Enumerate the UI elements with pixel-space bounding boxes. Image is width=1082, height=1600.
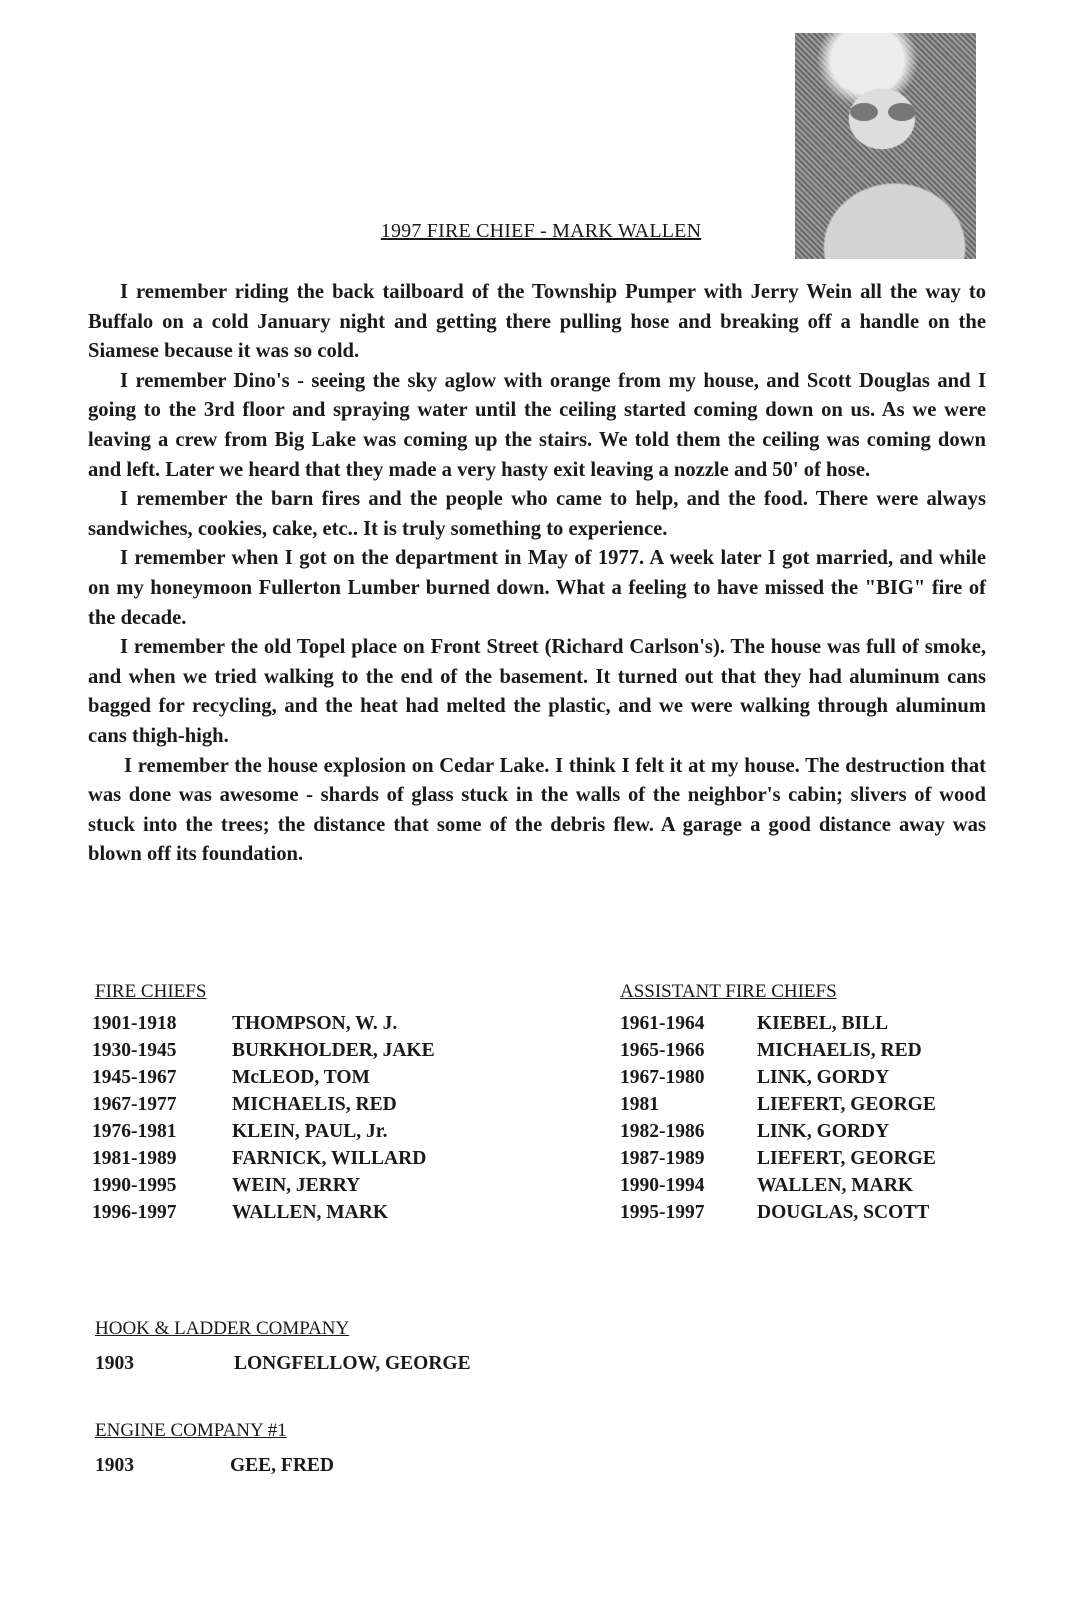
assistant-fire-chiefs-heading: ASSISTANT FIRE CHIEFS: [620, 981, 837, 1002]
years: 1981-1989: [92, 1148, 177, 1169]
member-name: DOUGLAS, SCOTT: [757, 1202, 930, 1223]
years: 1901-1918: [92, 1013, 177, 1034]
paragraph: I remember the barn fires and the people who came to help, and the food. There were always sandwiches, cookies, cake, etc.. It is truly something to experience.: [88, 488, 986, 540]
years: 1990-1995: [92, 1175, 177, 1196]
member-name: LONGFELLOW, GEORGE: [234, 1353, 471, 1374]
member-name: KIEBEL, BILL: [757, 1013, 889, 1034]
member-name: KLEIN, PAUL, Jr.: [232, 1121, 388, 1142]
memoir-text: [88, 278, 986, 870]
paragraph: I remember Dino's - seeing the sky aglow with orange from my house, and Scott Douglas and I going to the 3rd floor and spraying water until the ceiling started coming down on us. As we were leaving a crew from Big Lake was coming up the stairs. We told them the ceiling was coming down and left. Later we heard that they made a very hasty exit leaving a nozzle and 50' of hose.: [88, 369, 986, 481]
years: 1990-1994: [620, 1175, 705, 1196]
member-name: MICHAELIS, RED: [757, 1040, 922, 1061]
fire-chiefs-heading: FIRE CHIEFS: [95, 981, 207, 1002]
paragraph: I remember the old Topel place on Front Street (Richard Carlson's). The house was full of smoke, and when we tried walking to the end of the basement. It turned out that they had aluminum cans bagged for recycling, and the heat had melted the plastic, and we were walking through aluminum cans thigh-high.: [88, 636, 986, 747]
engine-company-1-heading: ENGINE COMPANY #1: [95, 1420, 287, 1441]
years: 1996-1997: [92, 1202, 177, 1223]
hook-ladder-company-heading: HOOK & LADDER COMPANY: [95, 1318, 350, 1339]
years: 1961-1964: [620, 1013, 705, 1034]
member-name: WEIN, JERRY: [232, 1175, 361, 1196]
years: 1995-1997: [620, 1202, 705, 1223]
member-name: GEE, FRED: [230, 1455, 335, 1476]
years: 1965-1966: [620, 1040, 705, 1061]
paragraph: I remember the house explosion on Cedar Lake. I think I felt it at my house. The destruction that was done was awesome - shards of glass stuck in the walls of the neighbor's cabin; slivers of wood stuck into the trees; the distance that some of the debris flew. A garage a good distance away was blown off its foundation.: [88, 754, 986, 866]
member-name: BURKHOLDER, JAKE: [232, 1040, 435, 1061]
years: 1930-1945: [92, 1040, 177, 1061]
member-name: MICHAELIS, RED: [232, 1094, 397, 1115]
years: 1976-1981: [92, 1121, 177, 1142]
member-name: McLEOD, TOM: [232, 1067, 370, 1088]
years: 1987-1989: [620, 1148, 705, 1169]
member-name: WALLEN, MARK: [757, 1175, 914, 1196]
years: 1982-1986: [620, 1121, 705, 1142]
years: 1967-1980: [620, 1067, 705, 1088]
member-name: LIEFERT, GEORGE: [757, 1148, 936, 1169]
years: 1903: [95, 1455, 134, 1476]
photo-sunglasses-detail: [850, 103, 920, 123]
years: 1981: [620, 1094, 659, 1115]
years: 1967-1977: [92, 1094, 177, 1115]
member-name: FARNICK, WILLARD: [232, 1148, 427, 1169]
page-title-text: 1997 FIRE CHIEF - MARK WALLEN: [380, 220, 702, 242]
member-name: WALLEN, MARK: [232, 1202, 389, 1223]
member-name: THOMPSON, W. J.: [232, 1013, 398, 1034]
years: 1903: [95, 1353, 134, 1374]
paragraph: I remember riding the back tailboard of the Township Pumper with Jerry Wein all the way to Buffalo on a cold January night and getting there pulling hose and breaking off a handle on the Siamese because it was so cold.: [88, 281, 986, 363]
member-name: LINK, GORDY: [757, 1121, 890, 1142]
paragraph: I remember when I got on the department in May of 1977. A week later I got married, and while on my honeymoon Fullerton Lumber burned down. What a feeling to have missed the "BIG" fire of the decade.: [88, 547, 986, 629]
page-title: [0, 220, 1082, 243]
member-name: LINK, GORDY: [757, 1067, 890, 1088]
years: 1945-1967: [92, 1067, 177, 1088]
member-name: LIEFERT, GEORGE: [757, 1094, 936, 1115]
